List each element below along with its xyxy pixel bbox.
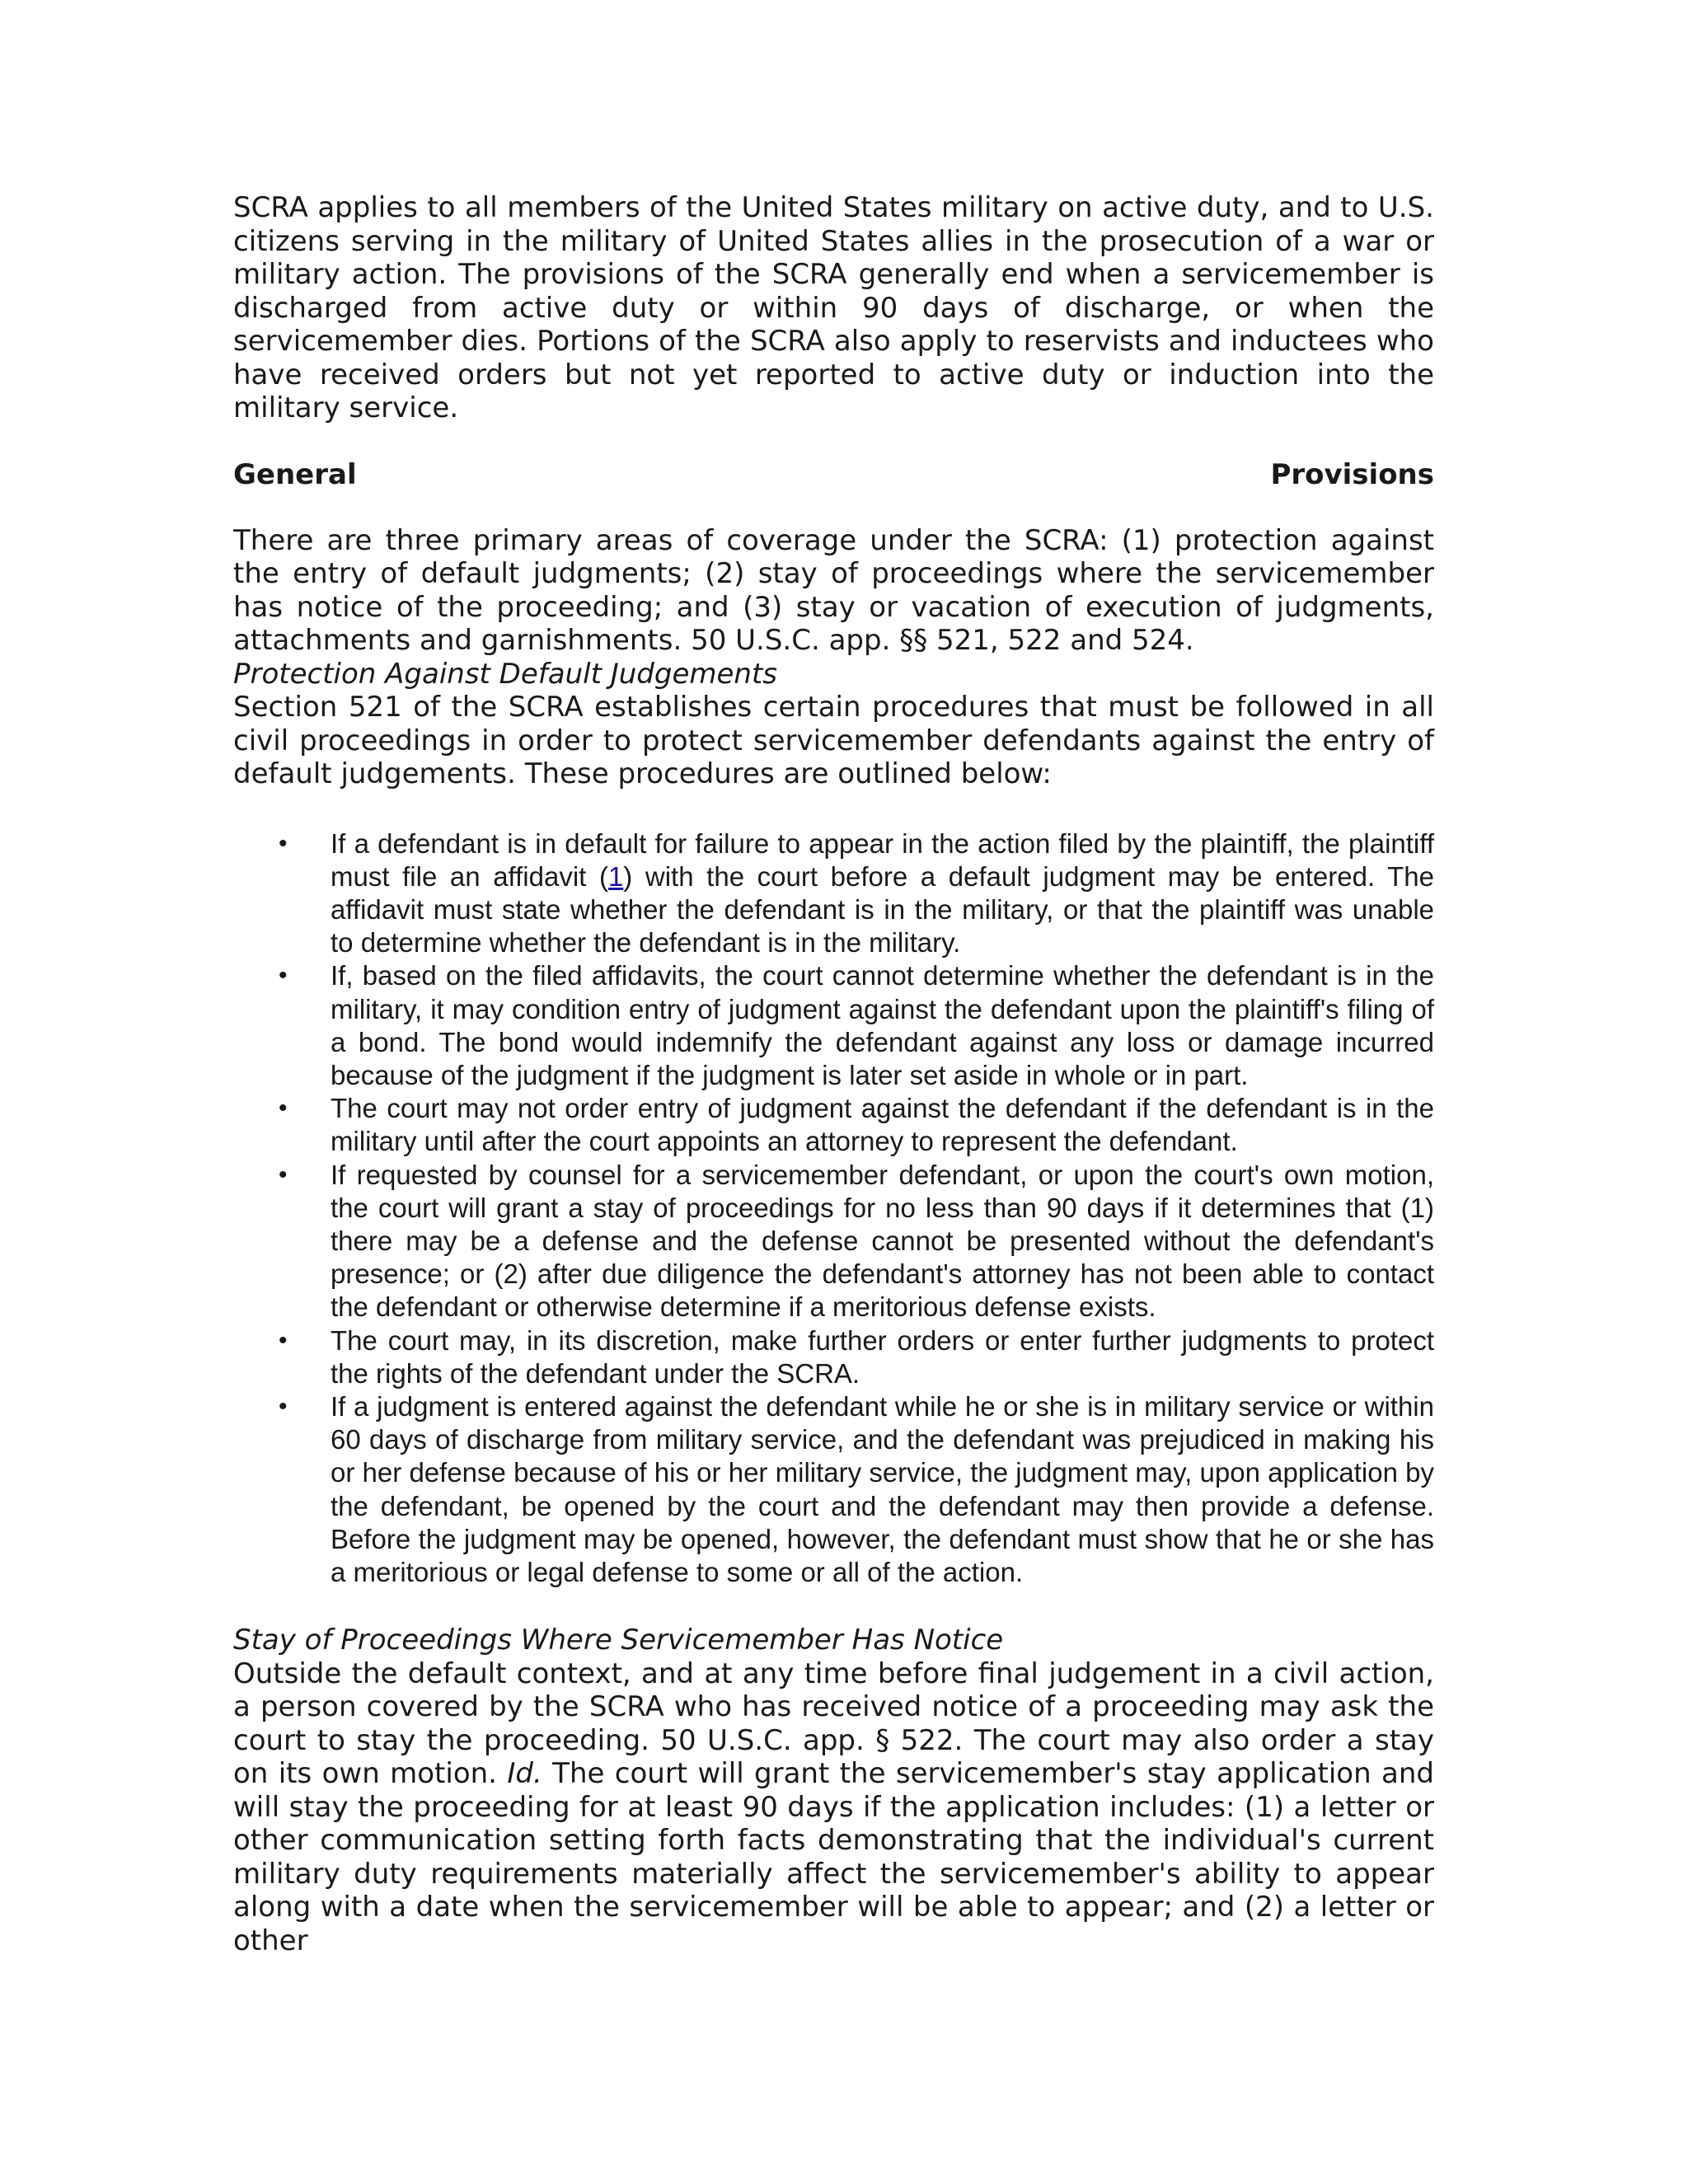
heading-left: General [233,457,357,491]
intro-paragraph: SCRA applies to all members of the United States military on active duty, and to U.S. citizens serving in the military of United States allies in the prosecution of a war or military action. The provisions of the SCRA generally end when a servicemember is discharged from active duty or within 90 days of discharge, or when the servicemember dies. Portions of the SCRA also apply to reservists and inductees who have received orders but not yet reported to active duty or induction into the military service. [233,191,1434,424]
footnote-link[interactable]: 1 [607,860,624,892]
list-item: • If requested by counsel for a servicemember defendant, or upon the court's own motion, the court will grant a stay of proceedings for no less than 90 days if it determines that (1) there may be a defense and the defense cannot be presented without the defendant's presence; or (2) after due diligence the defendant's attorney has not been able to contact the defendant or otherwise determine if a meritorious defense exists. [279,1159,1434,1323]
procedures-list [233,827,1434,1590]
list-item: • If, based on the filed affidavits, the court cannot determine whether the defendant is in the military, it may condition entry of judgment against the defendant upon the plaintiff's filing of a bond. The bond would indemnify the defendant against any loss or damage incurred because of the judgment if the judgment is later set aside in whole or in part. [279,960,1434,1090]
bullet-icon: • [279,1094,288,1122]
stay-heading: Stay of Proceedings Where Servicemember Has Notice [233,1624,1004,1657]
default-intro-paragraph: Section 521 of the SCRA establishes certain procedures that must be followed in all civil proceedings in order to protect servicemember defendants against the entry of default judgements. These procedures are outlined below: [233,691,1434,790]
bullet-icon: • [279,1392,288,1420]
default-judgements-heading: Protection Against Default Judgements [233,657,778,691]
list-item: • If a judgment is entered against the defendant while he or she is in military service or within 60 days of discharge from military service, and the defendant was prejudiced in making his or her defense because of his or her military service, the judgment may, upon application by the defendant, be opened by the court and the defendant may then provide a defense. Before the judgment may be opened, however, the defendant must show that he or she has a meritorious or legal defense to some or all of the action. [279,1390,1434,1587]
general-provisions-heading [233,458,1434,491]
heading-right: Provisions [1270,457,1434,491]
document-page [233,191,1434,1957]
bullet-icon: • [279,962,288,990]
bullet-icon: • [279,829,288,857]
coverage-paragraph: There are three primary areas of coverage under the SCRA: (1) protection against the entry of default judgments; (2) stay of proceedings where the servicemember has notice of the proceeding; and (3) stay or vacation of execution of judgments, attachments and garnishments. 50 U.S.C. app. §§ 521, 522 and 524. [233,523,1434,657]
stay-paragraph: Outside the default context, and at any time before final judgement in a civil action, a person covered by the SCRA who has received notice of a proceeding may ask the court to stay the proceeding. 50 U.S.C. app. § 522. The court may also order a stay on its own motion. Id. The court will grant the servicemember's stay application and will stay the proceeding for at least 90 days if the application includes: (1) a letter or other communication setting forth facts demonstrating that the individual's current military duty requirements materially affect the servicemember's ability to appear along with a date when the servicemember will be able to appear; and (2) a letter or other [233,1657,1435,1957]
bullet-icon: • [279,1326,288,1354]
id-citation: Id. [507,1757,542,1791]
list-item: • If a defendant is in default for failure to appear in the action filed by the plaintiff, the plaintiff must file an affidavit (1) with the court before a default judgment may be entered. The affidavit must state whether the defendant is in the military, or that the plaintiff was unable to determine whether the defendant is in the military. [279,827,1434,958]
list-item: • The court may, in its discretion, make further orders or enter further judgments to protect the rights of the defendant under the SCRA. [279,1324,1434,1389]
bullet-icon: • [279,1160,288,1188]
list-item: • The court may not order entry of judgment against the defendant if the defendant is in the military until after the court appoints an attorney to represent the defendant. [279,1093,1434,1157]
stay-section [233,1624,1434,1957]
